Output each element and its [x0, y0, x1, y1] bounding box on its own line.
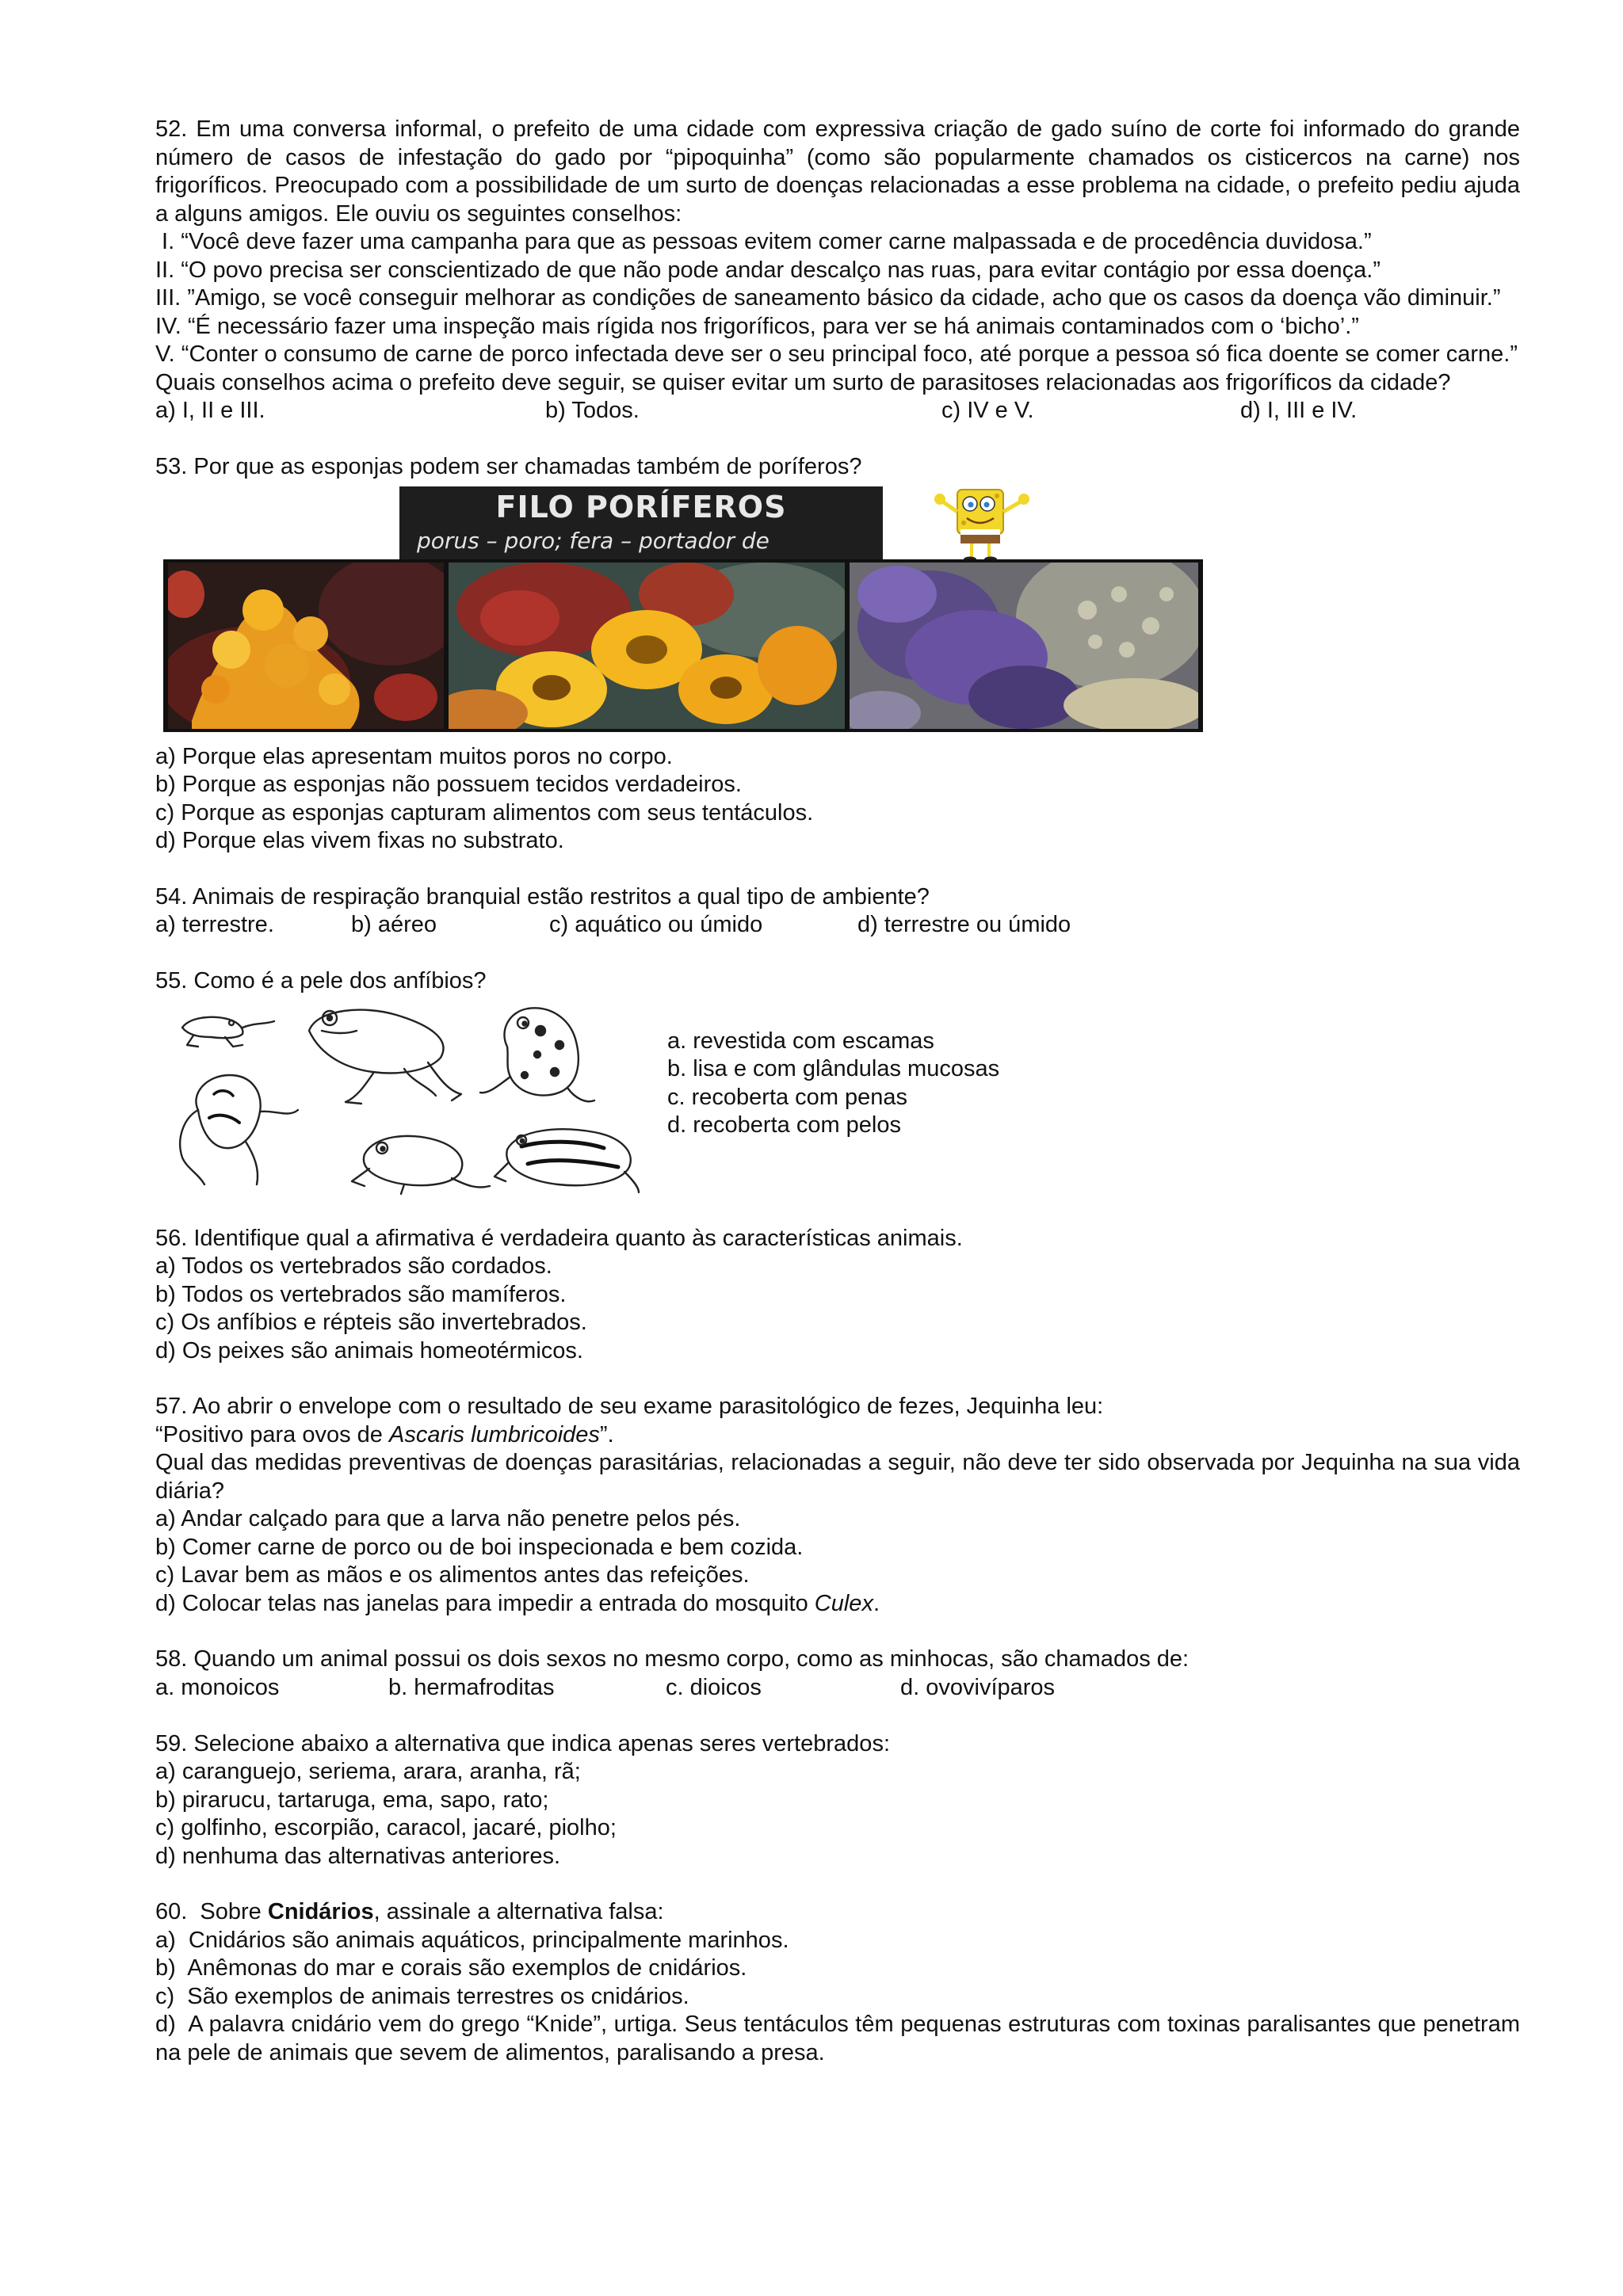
exam-page	[155, 116, 1527, 2095]
q57-option-d-end: .	[873, 1590, 880, 1616]
q56-option-d: d) Os peixes são animais homeotérmicos.	[155, 1337, 583, 1363]
yellow-tube-sponge-photo	[449, 563, 845, 729]
q60-question	[155, 1898, 1520, 1927]
q52-option-a: a) I, II e III.	[155, 398, 265, 423]
q55-option-c: c. recoberta com penas	[667, 1084, 908, 1110]
q53-question: 53. Por que as esponjas podem ser chamadas também de poríferos?	[155, 454, 862, 479]
q52-option-b: b) Todos.	[545, 398, 640, 423]
q52-options	[155, 397, 1520, 425]
q58-option-a: a. monoicos	[155, 1674, 280, 1700]
q57-quote	[155, 1421, 1520, 1450]
sponge-character-image	[924, 483, 1043, 563]
q60-question-pre: 60. Sobre	[155, 1899, 268, 1924]
q53-option-a: a) Porque elas apresentam muitos poros no corpo.	[155, 743, 673, 769]
question-55	[155, 967, 1520, 1197]
q52-option-c: c) IV e V.	[941, 398, 1034, 423]
q57-option-d-species: Culex	[814, 1590, 873, 1616]
q53-option-b: b) Porque as esponjas não possuem tecidos verdadeiros.	[155, 772, 742, 797]
question-53	[155, 453, 1520, 856]
frog-drawings-image	[166, 999, 642, 1196]
question-57	[155, 1393, 1520, 1618]
q55-option-d: d. recoberta com pelos	[667, 1112, 901, 1138]
question-54	[155, 883, 1520, 940]
q58-option-c: c. dioicos	[666, 1674, 762, 1700]
q58-option-b: b. hermafroditas	[388, 1674, 555, 1700]
q55-question: 55. Como é a pele dos anfíbios?	[155, 968, 487, 994]
q52-advice-1: I. “Você deve fazer uma campanha para que as pessoas evitem comer carne malpassada e de procedência duvidosa.”	[155, 229, 1372, 254]
q56-option-a: a) Todos os vertebrados são cordados.	[155, 1253, 552, 1279]
porifera-banner	[399, 486, 883, 559]
q52-advice-5: V. “Conter o consumo de carne de porco infectada deve ser o seu principal foco, até porque a pessoa só fica doente se comer carne.”	[155, 341, 1518, 367]
q57-option-d-text: d) Colocar telas nas janelas para impedir a entrada do mosquito	[155, 1590, 815, 1616]
q54-options	[155, 911, 1520, 940]
q52-intro: 52. Em uma conversa informal, o prefeito de uma cidade com expressiva criação de gado suíno de corte foi informado do grande número de casos de infestação do gado por “pipoquinha” (como são popularmente chamados os cisticercos na carne) nos frigoríficos. Preocupado com a possibilidade de um surto de doenças relacionadas a esse problema na cidade, o prefeito pediu ajuda a alguns amigos. Ele ouviu os seguintes conselhos:	[155, 116, 1520, 227]
orange-sponge-photo	[168, 563, 444, 729]
q55-option-b: b. lisa e com glândulas mucosas	[667, 1056, 1000, 1081]
q57-question: Qual das medidas preventivas de doenças parasitárias, relacionadas a seguir, não deve ter sido observada por Jequinha na sua vida diária?	[155, 1450, 1520, 1504]
sponge-photos	[163, 559, 1203, 732]
question-60	[155, 1898, 1527, 2067]
q60-option-c: c) São exemplos de animais terrestres os cnidários.	[155, 1983, 689, 2009]
q57-intro: 57. Ao abrir o envelope com o resultado de seu exame parasitológico de fezes, Jequinha leu:	[155, 1394, 1104, 1419]
q59-option-a: a) caranguejo, seriema, arara, aranha, rã;	[155, 1759, 581, 1784]
q53-option-d: d) Porque elas vivem fixas no substrato.	[155, 828, 564, 853]
q58-question: 58. Quando um animal possui os dois sexos no mesmo corpo, como as minhocas, são chamados de:	[155, 1646, 1190, 1672]
q55-content	[155, 999, 1520, 1197]
banner-subtitle: porus – poro; fera – portador de	[417, 527, 769, 554]
q52-advice-3: III. ”Amigo, se você conseguir melhorar as condições de saneamento básico da cidade, acho que os casos da doença vão diminuir.”	[155, 285, 1501, 311]
q54-option-c: c) aquático ou úmido	[549, 912, 763, 937]
q52-question: Quais conselhos acima o prefeito deve seguir, se quiser evitar um surto de parasitoses relacionadas aos frigoríficos da cidade?	[155, 369, 1451, 395]
question-56	[155, 1225, 1520, 1366]
q54-option-a: a) terrestre.	[155, 912, 274, 937]
q55-option-a: a. revestida com escamas	[667, 1028, 934, 1054]
porifera-figure	[163, 483, 1209, 735]
q59-option-c: c) golfinho, escorpião, caracol, jacaré, piolho;	[155, 1815, 617, 1840]
q52-advice-4: IV. “É necessário fazer uma inspeção mais rígida nos frigoríficos, para ver se há animais contaminados com o ‘bicho’.”	[155, 313, 1359, 339]
q57-option-d	[155, 1590, 1520, 1619]
q57-option-b: b) Comer carne de porco ou de boi inspecionada e bem cozida.	[155, 1534, 804, 1560]
q60-option-d: d) A palavra cnidário vem do grego “Knide”, urtiga. Seus tentáculos têm pequenas estruturas com toxinas paralisantes que penetram na pele de animais que sevem de alimentos, paralisando a presa.	[155, 2012, 1527, 2065]
q52-option-d: d) I, III e IV.	[1240, 398, 1358, 423]
purple-coral-photo	[850, 563, 1198, 729]
q60-question-bold: Cnidários	[267, 1899, 374, 1924]
q60-question-post: , assinale a alternativa falsa:	[373, 1899, 664, 1924]
q53-option-c: c) Porque as esponjas capturam alimentos com seus tentáculos.	[155, 799, 814, 826]
q52-advice-2: II. “O povo precisa ser conscientizado de que não pode andar descalço nas ruas, para evitar contágio por essa doença.”	[155, 257, 1381, 283]
q57-quote-species: Ascaris lumbricoides	[388, 1421, 600, 1447]
q57-quote-post: ”.	[599, 1421, 614, 1447]
q56-question: 56. Identifique qual a afirmativa é verdadeira quanto às características animais.	[155, 1225, 963, 1251]
question-52	[155, 116, 1520, 425]
q54-option-b: b) aéreo	[351, 912, 437, 937]
question-59	[155, 1730, 1520, 1871]
q56-option-b: b) Todos os vertebrados são mamíferos.	[155, 1281, 567, 1307]
q59-question: 59. Selecione abaixo a alternativa que indica apenas seres vertebrados:	[155, 1730, 890, 1756]
q58-option-d: d. ovovivíparos	[900, 1674, 1056, 1700]
banner-title: FILO PORÍFEROS	[495, 489, 787, 524]
q59-option-b: b) pirarucu, tartaruga, ema, sapo, rato;	[155, 1787, 549, 1813]
q54-question: 54. Animais de respiração branquial estão restritos a qual tipo de ambiente?	[155, 883, 930, 910]
q57-quote-pre: “Positivo para ovos de	[155, 1421, 389, 1447]
q55-options	[667, 1028, 999, 1140]
question-58	[155, 1646, 1520, 1703]
q59-option-d: d) nenhuma das alternativas anteriores.	[155, 1843, 561, 1869]
q58-options	[155, 1674, 1520, 1703]
q57-option-c: c) Lavar bem as mãos e os alimentos antes das refeições.	[155, 1562, 750, 1588]
q60-option-a: a) Cnidários são animais aquáticos, principalmente marinhos.	[155, 1927, 789, 1953]
q56-option-c: c) Os anfíbios e répteis são invertebrados.	[155, 1310, 587, 1335]
q60-option-b: b) Anêmonas do mar e corais são exemplos de cnidários.	[155, 1955, 747, 1981]
q54-option-d: d) terrestre ou úmido	[857, 912, 1071, 937]
q57-option-a: a) Andar calçado para que a larva não penetre pelos pés.	[155, 1506, 741, 1531]
